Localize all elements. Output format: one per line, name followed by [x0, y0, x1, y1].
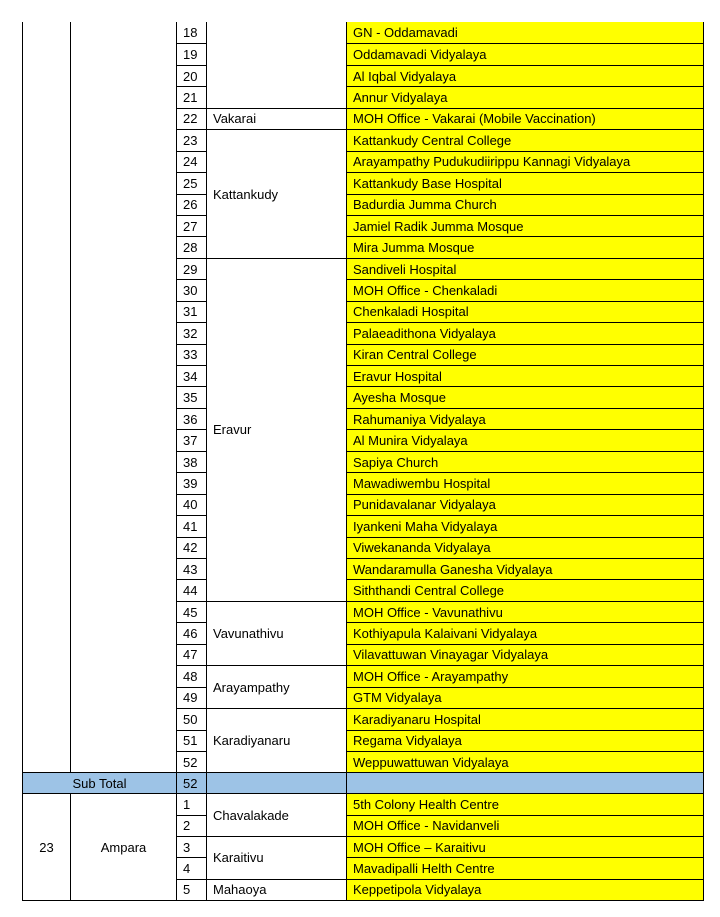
row-number: 23: [176, 129, 207, 151]
row-number: 28: [176, 236, 207, 258]
moh-area-cell: Chavalakade: [206, 793, 347, 837]
row-number: 25: [176, 172, 207, 194]
moh-area-cell: Arayampathy: [206, 665, 347, 709]
venue-cell: Kattankudy Central College: [346, 129, 704, 151]
row-number: 32: [176, 322, 207, 344]
venue-cell: Rahumaniya Vidyalaya: [346, 408, 704, 430]
venue-cell: MOH Office - Vavunathivu: [346, 601, 704, 623]
venue-cell: Regama Vidyalaya: [346, 730, 704, 752]
venue-cell: Kattankudy Base Hospital: [346, 172, 704, 194]
row-number: 35: [176, 386, 207, 408]
venue-cell: 5th Colony Health Centre: [346, 793, 704, 815]
row-number: 1: [176, 793, 207, 815]
row-number: 22: [176, 108, 207, 130]
moh-area-cell: Karaitivu: [206, 836, 347, 880]
venue-cell: Vilavattuwan Vinayagar Vidyalaya: [346, 644, 704, 666]
row-number: 5: [176, 879, 207, 901]
venue-cell: Kiran Central College: [346, 344, 704, 366]
venue-cell: Viwekananda Vidyalaya: [346, 537, 704, 559]
row-number: 40: [176, 494, 207, 516]
row-number: 46: [176, 622, 207, 644]
venue-cell: Wandaramulla Ganesha Vidyalaya: [346, 558, 704, 580]
row-number: 3: [176, 836, 207, 858]
row-number: 51: [176, 730, 207, 752]
venue-cell: Oddamavadi Vidyalaya: [346, 43, 704, 65]
moh-area-cell: Mahaoya: [206, 879, 347, 901]
district-no-cell-empty: [22, 22, 71, 773]
row-number: 43: [176, 558, 207, 580]
row-number: 41: [176, 515, 207, 537]
venue-cell: Mira Jumma Mosque: [346, 236, 704, 258]
row-number: 18: [176, 22, 207, 44]
venue-cell: Arayampathy Pudukudiirippu Kannagi Vidyalaya: [346, 151, 704, 173]
row-number: 27: [176, 215, 207, 237]
venue-cell: Palaeadithona Vidyalaya: [346, 322, 704, 344]
row-number: 37: [176, 429, 207, 451]
moh-area-cell: Kattankudy: [206, 129, 347, 259]
venue-cell: MOH Office – Karaitivu: [346, 836, 704, 858]
venue-cell: Kothiyapula Kalaivani Vidyalaya: [346, 622, 704, 644]
venue-cell: Sandiveli Hospital: [346, 258, 704, 280]
venue-cell: MOH Office - Vakarai (Mobile Vaccination): [346, 108, 704, 130]
row-number: 49: [176, 687, 207, 709]
venue-cell: MOH Office - Navidanveli: [346, 815, 704, 837]
venue-cell: Keppetipola Vidyalaya: [346, 879, 704, 901]
district-name: Ampara: [70, 793, 177, 901]
venue-cell: Badurdia Jumma Church: [346, 194, 704, 216]
row-number: 44: [176, 579, 207, 601]
district-name-cell-empty: [70, 22, 177, 773]
row-number: 33: [176, 344, 207, 366]
row-number: 36: [176, 408, 207, 430]
row-number: 20: [176, 65, 207, 87]
subtotal-blank-moh: [206, 772, 347, 794]
venue-cell: Sapiya Church: [346, 451, 704, 473]
venue-cell: Punidavalanar Vidyalaya: [346, 494, 704, 516]
venue-cell: Al Munira Vidyalaya: [346, 429, 704, 451]
venue-cell: Chenkaladi Hospital: [346, 301, 704, 323]
row-number: 34: [176, 365, 207, 387]
moh-area-cell: [206, 22, 347, 109]
row-number: 21: [176, 86, 207, 108]
row-number: 26: [176, 194, 207, 216]
row-number: 24: [176, 151, 207, 173]
venue-cell: GTM Vidyalaya: [346, 687, 704, 709]
moh-area-cell: Eravur: [206, 258, 347, 602]
row-number: 19: [176, 43, 207, 65]
row-number: 29: [176, 258, 207, 280]
district-number: 23: [22, 793, 71, 901]
subtotal-label: Sub Total: [22, 772, 177, 794]
venue-cell: MOH Office - Chenkaladi: [346, 279, 704, 301]
venue-cell: Mavadipalli Helth Centre: [346, 857, 704, 879]
venue-cell: Siththandi Central College: [346, 579, 704, 601]
subtotal-blank-venue: [346, 772, 704, 794]
row-number: 4: [176, 857, 207, 879]
row-number: 42: [176, 537, 207, 559]
row-number: 50: [176, 708, 207, 730]
row-number: 39: [176, 472, 207, 494]
moh-area-cell: Karadiyanaru: [206, 708, 347, 773]
row-number: 2: [176, 815, 207, 837]
moh-area-cell: Vavunathivu: [206, 601, 347, 666]
venue-cell: Iyankeni Maha Vidyalaya: [346, 515, 704, 537]
venue-cell: Al Iqbal Vidyalaya: [346, 65, 704, 87]
venue-cell: Eravur Hospital: [346, 365, 704, 387]
subtotal-count: 52: [176, 772, 207, 794]
row-number: 48: [176, 665, 207, 687]
venue-cell: Ayesha Mosque: [346, 386, 704, 408]
venue-cell: Mawadiwembu Hospital: [346, 472, 704, 494]
row-number: 31: [176, 301, 207, 323]
venue-cell: Karadiyanaru Hospital: [346, 708, 704, 730]
moh-area-cell: Vakarai: [206, 108, 347, 130]
venue-cell: Jamiel Radik Jumma Mosque: [346, 215, 704, 237]
row-number: 45: [176, 601, 207, 623]
row-number: 30: [176, 279, 207, 301]
venue-cell: GN - Oddamavadi: [346, 22, 704, 44]
row-number: 47: [176, 644, 207, 666]
venue-cell: Weppuwattuwan Vidyalaya: [346, 751, 704, 773]
venue-cell: Annur Vidyalaya: [346, 86, 704, 108]
row-number: 38: [176, 451, 207, 473]
row-number: 52: [176, 751, 207, 773]
venue-cell: MOH Office - Arayampathy: [346, 665, 704, 687]
